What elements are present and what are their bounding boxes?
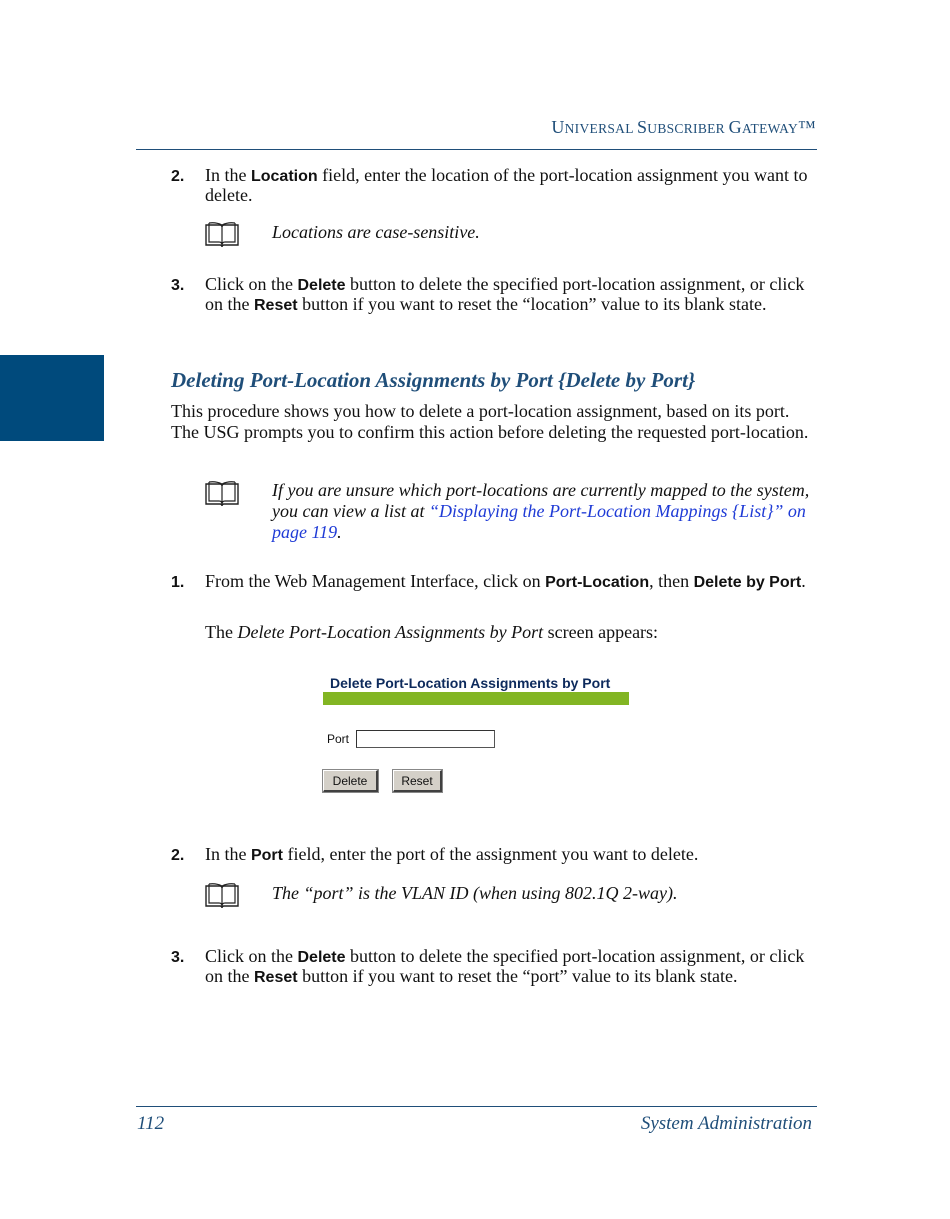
text-run: Click on the	[205, 946, 298, 966]
text-run: Click on the	[205, 274, 298, 294]
text-run: button if you want to reset the “location” value to its blank state.	[297, 294, 767, 314]
book-icon	[204, 882, 240, 910]
header-rule	[136, 149, 817, 150]
chapter-tab	[0, 355, 104, 441]
button-name: Delete	[297, 277, 346, 294]
step-text	[205, 572, 817, 592]
footer-rule	[136, 1106, 817, 1107]
step-number: 1.	[171, 574, 185, 591]
section-heading: Deleting Port-Location Assignments by Port {Delete by Port}	[171, 368, 696, 392]
header-part: UBSCRIBER	[647, 121, 729, 136]
text-run: The	[205, 622, 238, 642]
step-text	[205, 947, 817, 987]
trademark-symbol: ™	[798, 117, 816, 137]
text-run: button to delete the specified port-location assignment, or click on the	[205, 274, 805, 314]
header-letter: G	[728, 117, 742, 137]
footer-section: System Administration	[640, 1113, 812, 1134]
step-text	[205, 845, 817, 865]
header-letter: U	[551, 117, 565, 137]
step-text	[205, 166, 817, 205]
step-number: 3.	[171, 277, 185, 294]
form-title-bar	[323, 692, 629, 705]
text-run: button if you want to reset the “port” value to its blank state.	[297, 966, 738, 986]
text-run: .	[801, 571, 806, 591]
header-part: ATEWAY	[741, 121, 799, 136]
menu-name: Delete by Port	[693, 574, 802, 591]
screen-name: Delete Port-Location Assignments by Port	[237, 622, 544, 642]
running-header	[551, 117, 816, 138]
header-letter: S	[636, 117, 648, 137]
menu-name: Port-Location	[545, 574, 650, 591]
book-icon	[204, 221, 240, 249]
step-subtext	[205, 623, 817, 642]
text-run: field, enter the location of the port-location assignment you want to delete.	[205, 165, 808, 205]
field-name: Port	[250, 847, 283, 864]
form-title: Delete Port-Location Assignments by Port	[330, 675, 611, 691]
note-text	[272, 480, 817, 543]
section-intro: This procedure shows you how to delete a port-location assignment, based on its port. The USG prompts you to confirm this action before deleting the requested port-location.	[171, 401, 809, 442]
text-run: .	[337, 522, 342, 542]
text-run: If you are unsure which port-locations are currently mapped to the system, you can view a list at	[272, 480, 810, 521]
port-label: Port	[327, 732, 350, 746]
text-run: From the Web Management Interface, click on	[205, 571, 546, 591]
page-number: 112	[137, 1113, 165, 1134]
text-run: button to delete the specified port-location assignment, or click on the	[205, 946, 805, 986]
text-run: In the	[205, 165, 251, 185]
button-name: Reset	[254, 969, 298, 986]
port-input[interactable]	[356, 730, 495, 748]
text-run: field, enter the port of the assignment you want to delete.	[282, 844, 699, 864]
step-number: 2.	[171, 168, 185, 185]
button-name: Reset	[254, 297, 298, 314]
text-run: , then	[649, 571, 694, 591]
reset-button[interactable]: Reset	[393, 770, 442, 792]
field-name: Location	[250, 168, 318, 185]
text-run: screen appears:	[543, 622, 659, 642]
book-icon	[204, 480, 240, 508]
step-number: 3.	[171, 949, 185, 966]
step-number: 2.	[171, 847, 185, 864]
step-text	[205, 275, 817, 315]
text-run: In the	[205, 844, 251, 864]
header-part: NIVERSAL	[564, 121, 637, 136]
cross-reference-link[interactable]: “Displaying the Port-Location Mappings {List}” on page 119	[272, 501, 806, 542]
note-text: The “port” is the VLAN ID (when using 802.1Q 2-way).	[272, 883, 678, 903]
delete-button[interactable]: Delete	[323, 770, 378, 792]
note-text: Locations are case-sensitive.	[272, 222, 480, 242]
button-name: Delete	[297, 949, 346, 966]
